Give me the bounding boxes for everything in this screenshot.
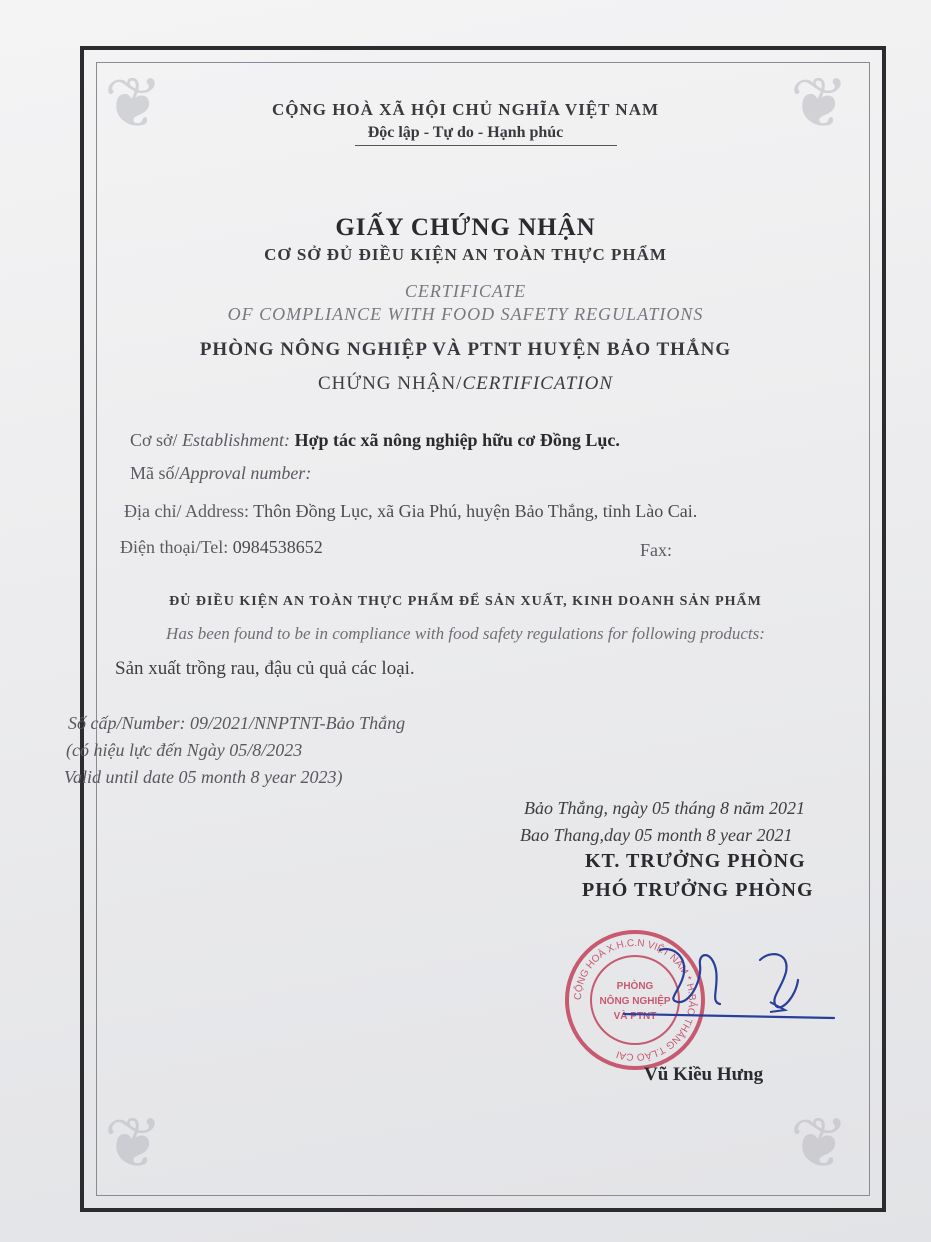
certificate-subtitle-english: OF COMPLIANCE WITH FOOD SAFETY REGULATIONS [227, 304, 704, 324]
certificate-title-english: CERTIFICATE [404, 281, 527, 301]
issuing-department: PHÒNG NÔNG NGHIỆP VÀ PTNT HUYỆN BẢO THẮNG [199, 339, 732, 360]
signature-stroke-2 [760, 954, 798, 1007]
address-row [124, 501, 697, 522]
certificate-subtitle: CƠ SỞ ĐỦ ĐIỀU KIỆN AN TOÀN THỰC PHẨM [264, 245, 667, 264]
issue-number: Số cấp/Number: 09/2021/NNPTNT-Bảo Thắng [68, 713, 406, 733]
signer-name: Vũ Kiều Hưng [644, 1064, 764, 1085]
motto-underline [355, 145, 617, 146]
establishment-label-en: Establishment: [182, 430, 291, 450]
address-label: Địa chỉ/ Address: [124, 501, 249, 521]
national-title: CỘNG HOÀ XÃ HỘI CHỦ NGHĨA VIỆT NAM [271, 100, 660, 119]
corner-ornament-bottom-left: ❦ [104, 1106, 163, 1183]
certificate-title: GIẤY CHỨNG NHẬN [335, 214, 596, 241]
signature-stroke-1 [660, 949, 720, 1004]
stamp-center-line-2: NÔNG NGHIỆP [599, 996, 671, 1007]
certification-heading [0, 373, 931, 395]
signer-position-deputy: PHÓ TRƯỞNG PHÒNG [582, 879, 814, 901]
stamp-ring-text: CỘNG HOÀ X.H.C.N VIỆT NAM * H.BẢO THẮNG T.LÀO CAI [572, 937, 698, 1063]
establishment-value: Hợp tác xã nông nghiệp hữu cơ Đồng Lục. [294, 430, 620, 450]
phone-row [120, 537, 323, 558]
national-motto: Độc lập - Tự do - Hạnh phúc [367, 124, 564, 141]
validity-en: Valid until date 05 month 8 year 2023) [64, 767, 343, 787]
approval-label-en: Approval number: [179, 463, 312, 483]
validity-vi: (có hiệu lực đến Ngày 05/8/2023 [66, 740, 303, 760]
issue-date-vi: Bảo Thắng, ngày 05 tháng 8 năm 2021 [524, 798, 805, 818]
stamp-center-line-1: PHÒNG [616, 981, 654, 992]
handwritten-signature [620, 940, 840, 1030]
issue-date-en: Bao Thang,day 05 month 8 year 2021 [520, 825, 793, 845]
fax-label: Fax: [640, 540, 673, 560]
phone-value: 0984538652 [232, 537, 323, 557]
corner-ornament-bottom-right: ❦ [790, 1106, 849, 1183]
compliance-statement-english: Has been found to be in compliance with food safety regulations for following products: [166, 624, 765, 643]
corner-ornament-top-right: ❦ [790, 66, 849, 143]
approval-label-vi: Mã số/ [130, 463, 180, 483]
signer-position-primary: KT. TRƯỞNG PHÒNG [585, 850, 806, 872]
phone-label: Điện thoại/Tel: [120, 537, 229, 557]
establishment-label-vi: Cơ sở/ [130, 430, 178, 450]
products-list: Sản xuất trồng rau, đậu củ quả các loại. [115, 658, 415, 679]
approval-row [130, 463, 311, 484]
stamp-center-line-3: VÀ PTNT [613, 1011, 657, 1022]
signature-underline [624, 1014, 834, 1018]
certification-label-en: CERTIFICATION [462, 373, 614, 394]
establishment-row [130, 430, 620, 451]
corner-ornament-top-left: ❦ [104, 66, 163, 143]
compliance-statement: ĐỦ ĐIỀU KIỆN AN TOÀN THỰC PHẨM ĐỂ SẢN XUẤT, KINH DOANH SẢN PHẨM [169, 594, 762, 609]
address-value: Thôn Đồng Lục, xã Gia Phú, huyện Bảo Thắng, tỉnh Lào Cai. [253, 501, 698, 521]
certification-label-vi: CHỨNG NHẬN/ [317, 373, 463, 394]
